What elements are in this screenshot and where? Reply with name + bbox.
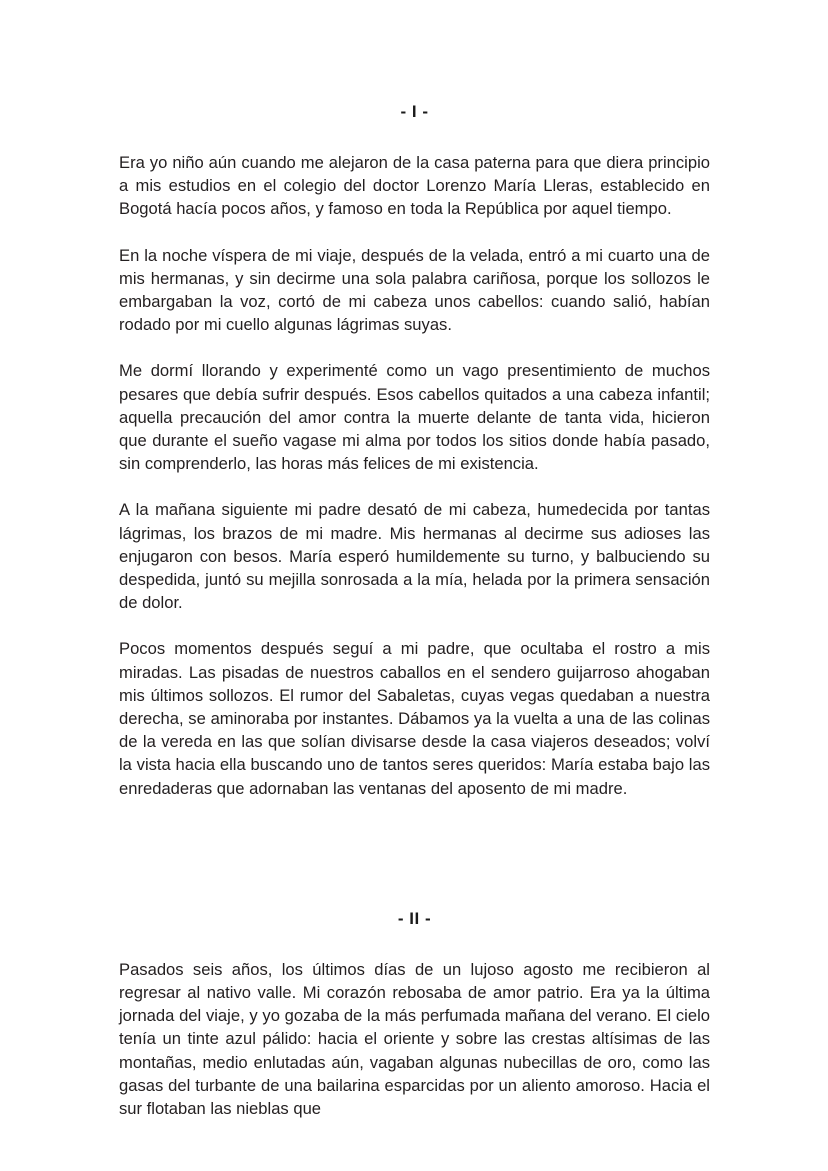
paragraph: En la noche víspera de mi viaje, después de la velada, entró a mi cuarto una de mis hermanas, y sin decirme una sola palabra cariñosa, porque los sollozos le embargaban la voz, cortó de mi cabeza unos cabellos: cuando salió, habían rodado por mi cuello algunas lágrimas suyas.: [119, 245, 710, 335]
paragraph: Pocos momentos después seguí a mi padre, que ocultaba el rostro a mis miradas. Las pisadas de nuestros caballos en el sendero guijarroso ahogaban mis últimos sollozos. El rumor del Sabaletas, cuyas vegas quedaban a nuestra derecha, se aminoraba por instantes. Dábamos ya la vuelta a una de las colinas de la vereda en las que solían divisarse desde la casa viajeros deseados; volví la vista hacia ella buscando uno de tantos seres queridos: María estaba bajo las enredaderas que adornaban las ventanas del aposento de mi madre.: [119, 639, 710, 798]
section-heading-two: - II -: [397, 908, 432, 928]
section-body-one: [119, 151, 710, 800]
paragraph: Pasados seis años, los últimos días de un lujoso agosto me recibieron al regresar al nativo valle. Mi corazón rebosaba de amor patrio. Era ya la última jornada del viaje, y yo gozaba de la más perfumada mañana del verano. El cielo tenía un tinte azul pálido: hacia el oriente y sobre las crestas altísimas de las montañas, medio enlutadas aún, vagaban algunas nubecillas de oro, como las gasas del turbante de una bailarina esparcidas por un aliento amoroso. Hacia el sur flotaban las nieblas que: [119, 959, 710, 1119]
section-body-two: [119, 958, 710, 1120]
paragraph: Me dormí llorando y experimenté como un vago presentimiento de muchos pesares que debía sufrir después. Esos cabellos quitados a una cabeza infantil; aquella precaución del amor contra la muerte delante de tanta vida, hicieron que durante el sueño vagase mi alma por todos los sitios donde había pasado, sin comprenderlo, las horas más felices de mi existencia.: [119, 361, 710, 474]
document-text-column: [119, 0, 710, 1120]
paragraph: Era yo niño aún cuando me alejaron de la casa paterna para que diera principio a mis estudios en el colegio del doctor Lorenzo María Lleras, establecido en Bogotá hacía pocos años, y famoso en toda la República por aquel tiempo.: [119, 153, 710, 219]
section-heading-one: - I -: [400, 102, 429, 121]
paragraph: A la mañana siguiente mi padre desató de mi cabeza, humedecida por tantas lágrimas, los brazos de mi madre. Mis hermanas al decirme sus adioses las enjugaron con besos. María esperó humildemente su turno, y balbuciendo su despedida, juntó su mejilla sonrosada a la mía, helada por la primera sensación de dolor.: [119, 500, 710, 613]
